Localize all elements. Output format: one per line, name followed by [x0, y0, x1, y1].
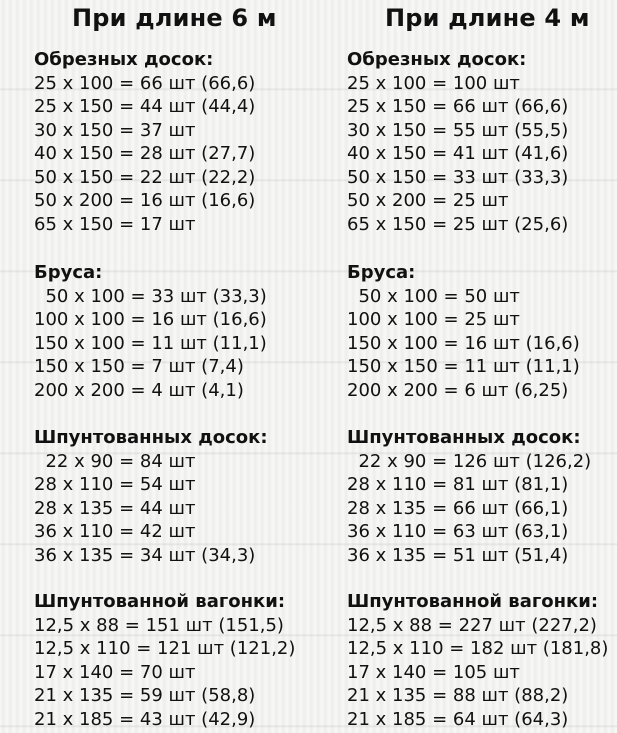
list-item: 36 х 110 = 63 шт (63,1)	[347, 521, 569, 542]
section-title: Шпунтованных досок:	[34, 427, 268, 448]
list-item: 200 х 200 = 6 шт (6,25)	[347, 379, 569, 401]
section-title: Бруса:	[347, 262, 416, 283]
list-item: 30 х 150 = 55 шт (55,5)	[347, 119, 569, 141]
section-tongue-groove-boards	[347, 426, 591, 567]
list-item: 36 х 135 = 34 шт (34,3)	[34, 544, 256, 566]
section-beams	[34, 261, 267, 402]
list-item: 22 х 90 = 84 шт	[34, 450, 196, 472]
list-item: 150 х 150 = 11 шт (11,1)	[347, 356, 580, 377]
list-item: 25 х 150 = 44 шт (44,4)	[34, 96, 256, 117]
section-edged-boards	[347, 48, 568, 236]
list-item: 50 х 100 = 33 шт (33,3)	[34, 285, 267, 307]
section-title: Обрезных досок:	[34, 49, 214, 70]
list-item: 50 х 100 = 50 шт	[347, 285, 520, 307]
list-item: 12,5 х 110 = 182 шт (181,8)	[347, 638, 609, 659]
section-edged-boards	[34, 48, 255, 236]
list-item: 36 х 135 = 51 шт (51,4)	[347, 544, 569, 566]
list-item: 200 х 200 = 4 шт (4,1)	[34, 379, 244, 401]
section-title: Бруса:	[34, 262, 103, 283]
list-item: 25 х 150 = 66 шт (66,6)	[347, 96, 569, 117]
list-item: 150 х 150 = 7 шт (7,4)	[34, 356, 244, 377]
list-item: 17 х 140 = 70 шт	[34, 661, 196, 683]
list-item: 40 х 150 = 41 шт (41,6)	[347, 143, 569, 164]
list-item: 21 х 185 = 43 шт (42,9)	[34, 708, 256, 730]
section-title: Шпунтованной вагонки:	[347, 591, 599, 612]
list-item: 150 х 100 = 11 шт (11,1)	[34, 332, 267, 354]
list-item: 28 х 110 = 54 шт	[34, 474, 196, 495]
list-item: 25 х 100 = 100 шт	[347, 72, 520, 94]
list-item: 28 х 135 = 44 шт	[34, 497, 196, 519]
section-title: Обрезных досок:	[347, 49, 527, 70]
list-item: 50 х 150 = 22 шт (22,2)	[34, 166, 256, 188]
list-item: 28 х 110 = 81 шт (81,1)	[347, 474, 569, 495]
list-item: 40 х 150 = 28 шт (27,7)	[34, 143, 256, 164]
list-item: 100 х 100 = 16 шт (16,6)	[34, 309, 267, 330]
list-item: 21 х 185 = 64 шт (64,3)	[347, 708, 569, 730]
section-beams	[347, 261, 580, 402]
list-item: 17 х 140 = 105 шт	[347, 661, 520, 683]
list-item: 21 х 135 = 88 шт (88,2)	[347, 685, 569, 706]
list-item: 65 х 150 = 25 шт (25,6)	[347, 213, 569, 235]
list-item: 12,5 х 88 = 151 шт (151,5)	[34, 614, 284, 636]
list-item: 30 х 150 = 37 шт	[34, 119, 196, 141]
column-heading: При длине 6 м	[72, 4, 277, 32]
list-item: 100 х 100 = 25 шт	[347, 309, 520, 330]
section-lining	[34, 590, 295, 731]
section-tongue-groove-boards	[34, 426, 268, 567]
section-title: Шпунтованной вагонки:	[34, 591, 286, 612]
column-heading: При длине 4 м	[385, 4, 590, 32]
list-item: 21 х 135 = 59 шт (58,8)	[34, 685, 256, 706]
list-item: 50 х 200 = 25 шт	[347, 190, 509, 211]
list-item: 28 х 135 = 66 шт (66,1)	[347, 497, 569, 519]
list-item: 22 х 90 = 126 шт (126,2)	[347, 450, 592, 472]
list-item: 36 х 110 = 42 шт	[34, 521, 196, 542]
list-item: 150 х 100 = 16 шт (16,6)	[347, 332, 580, 354]
list-item: 65 х 150 = 17 шт	[34, 213, 196, 235]
list-item: 25 х 100 = 66 шт (66,6)	[34, 72, 256, 94]
section-lining	[347, 590, 608, 731]
list-item: 12,5 х 110 = 121 шт (121,2)	[34, 638, 296, 659]
list-item: 50 х 200 = 16 шт (16,6)	[34, 190, 256, 211]
list-item: 12,5 х 88 = 227 шт (227,2)	[347, 614, 597, 636]
list-item: 50 х 150 = 33 шт (33,3)	[347, 166, 569, 188]
section-title: Шпунтованных досок:	[347, 427, 581, 448]
